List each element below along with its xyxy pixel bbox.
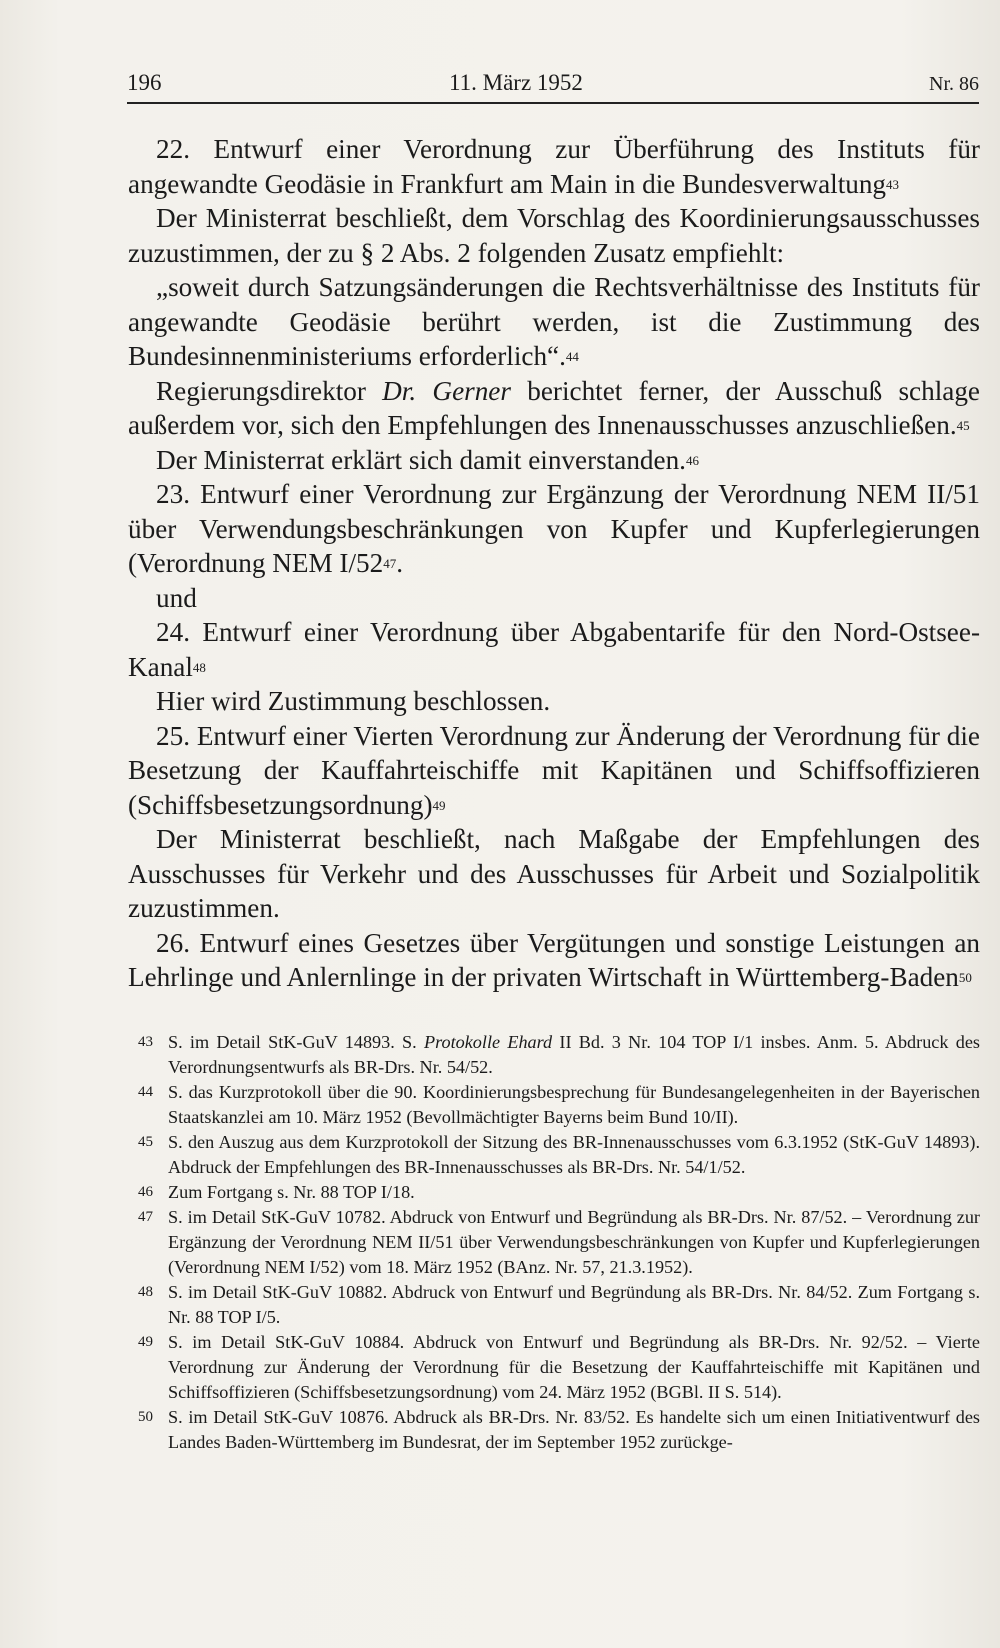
- paragraph: 24. Entwurf einer Verordnung über Abgabentarife für den Nord-Ostsee-Kanal$^{48}$: [128, 617, 980, 682]
- body-text: [128, 132, 980, 995]
- footnote: 45 S. den Auszug aus dem Kurzprotokoll der Sitzung des BR-Innenausschusses vom 6.3.1952 (StK-GuV 14893). Abdruck der Empfehlungen des BR-Innenausschusses als BR-Drs. Nr. 54/1/52.: [138, 1132, 980, 1177]
- page-number: 196: [127, 70, 162, 95]
- paragraph: 26. Entwurf eines Gesetzes über Vergütungen und sonstige Leistungen an Lehrlinge und Anlernlinge in der privaten Wirtschaft in Württemberg-Baden$^{50}$: [128, 927, 980, 992]
- paragraph: 22. Entwurf einer Verordnung zur Überführung des Instituts für angewandte Geodäsie in Frankfurt am Main in die Bundesverwaltung$^{43}$: [128, 134, 980, 199]
- footnote: 46 Zum Fortgang s. Nr. 88 TOP I/18.: [138, 1182, 415, 1202]
- paragraph: Der Ministerrat beschließt, dem Vorschlag des Koordinierungsausschusses zuzustimmen, der zu § 2 Abs. 2 folgenden Zusatz empfiehlt:: [128, 203, 980, 268]
- footnote: 47 S. im Detail StK-GuV 10782. Abdruck von Entwurf und Begründung als BR-Drs. Nr. 87/52. – Verordnung zur Ergänzung der Verordnung NEM II/51 über Verwendungsbeschränkungen von Kupfer und Kupferlegierungen (Verordnung NEM I/52) vom 18. März 1952 (BAnz. Nr. 57, 21.3.1952).: [138, 1207, 980, 1277]
- footnote: 44 S. das Kurzprotokoll über die 90. Koordinierungsbesprechung für Bundesangelegenheiten in der Bayerischen Staatskanzlei am 10. März 1952 (Bevollmächtigter Bayerns beim Bund 10/II).: [138, 1082, 980, 1127]
- paragraph: und: [156, 582, 197, 613]
- paragraph: 25. Entwurf einer Vierten Verordnung zur Änderung der Verordnung für die Besetzung der Kauffahrteischiffe mit Kapitänen und Schiffsoffizieren (Schiffsbesetzungsordnung)$^{49}$: [128, 720, 980, 820]
- footnote: 49 S. im Detail StK-GuV 10884. Abdruck von Entwurf und Begründung als BR-Drs. Nr. 92/52. – Vierte Verordnung zur Änderung der Verordnung für die Besetzung der Kauffahrteischiffe mit Kapitänen und Schiffsoffizieren (Schiffsbesetzungsordnung) vom 24. März 1952 (BGBl. II S. 514).: [138, 1332, 980, 1402]
- paragraph: Der Ministerrat beschließt, nach Maßgabe der Empfehlungen des Ausschusses für Verkehr und des Ausschusses für Arbeit und Sozialpolitik zuzustimmen.: [128, 824, 980, 923]
- footnote: 48 S. im Detail StK-GuV 10882. Abdruck von Entwurf und Begründung als BR-Drs. Nr. 84/52. Zum Fortgang s. Nr. 88 TOP I/5.: [138, 1282, 980, 1327]
- paragraph: 23. Entwurf einer Verordnung zur Ergänzung der Verordnung NEM II/51 über Verwendungsbeschränkungen von Kupfer und Kupferlegierungen (Verordnung NEM $I/52^{47}$.: [128, 479, 980, 578]
- footnote: 43 S. im Detail StK-GuV 14893. S. Protokolle Ehard II Bd. 3 Nr. 104 TOP I/1 insbes. Anm. 5. Abdruck des Verordnungsentwurfs als BR-Drs. Nr. 54/52.: [138, 1032, 980, 1077]
- header-date: 11. März 1952: [449, 70, 583, 95]
- footnotes: [128, 1030, 980, 1455]
- paragraph: Der Ministerrat erklärt sich damit einverstanden.$^{46}$: [156, 444, 699, 475]
- paragraph: Hier wird Zustimmung beschlossen.: [156, 686, 551, 716]
- paragraph: Regierungsdirektor Dr. Gerner berichtet ferner, der Ausschuß schlage außerdem vor, sich den Empfehlungen des Innenausschusses anzuschließen.$^{45}$: [128, 375, 980, 440]
- footnote: 50 S. im Detail StK-GuV 10876. Abdruck als BR-Drs. Nr. 83/52. Es handelte sich um einen Initiativentwurf des Landes Baden-Württemberg im Bundesrat, der im September 1952 zurückge-: [138, 1407, 980, 1452]
- page-header: [127, 66, 979, 104]
- paragraph: „soweit durch Satzungsänderungen die Rechtsverhältnisse des Instituts für angewandte Geodäsie berührt werden, ist die Zustimmung des Bundesinnenministeriums erforderlich“.$^{44}$: [128, 272, 980, 371]
- header-issue: Nr. 86: [929, 73, 979, 95]
